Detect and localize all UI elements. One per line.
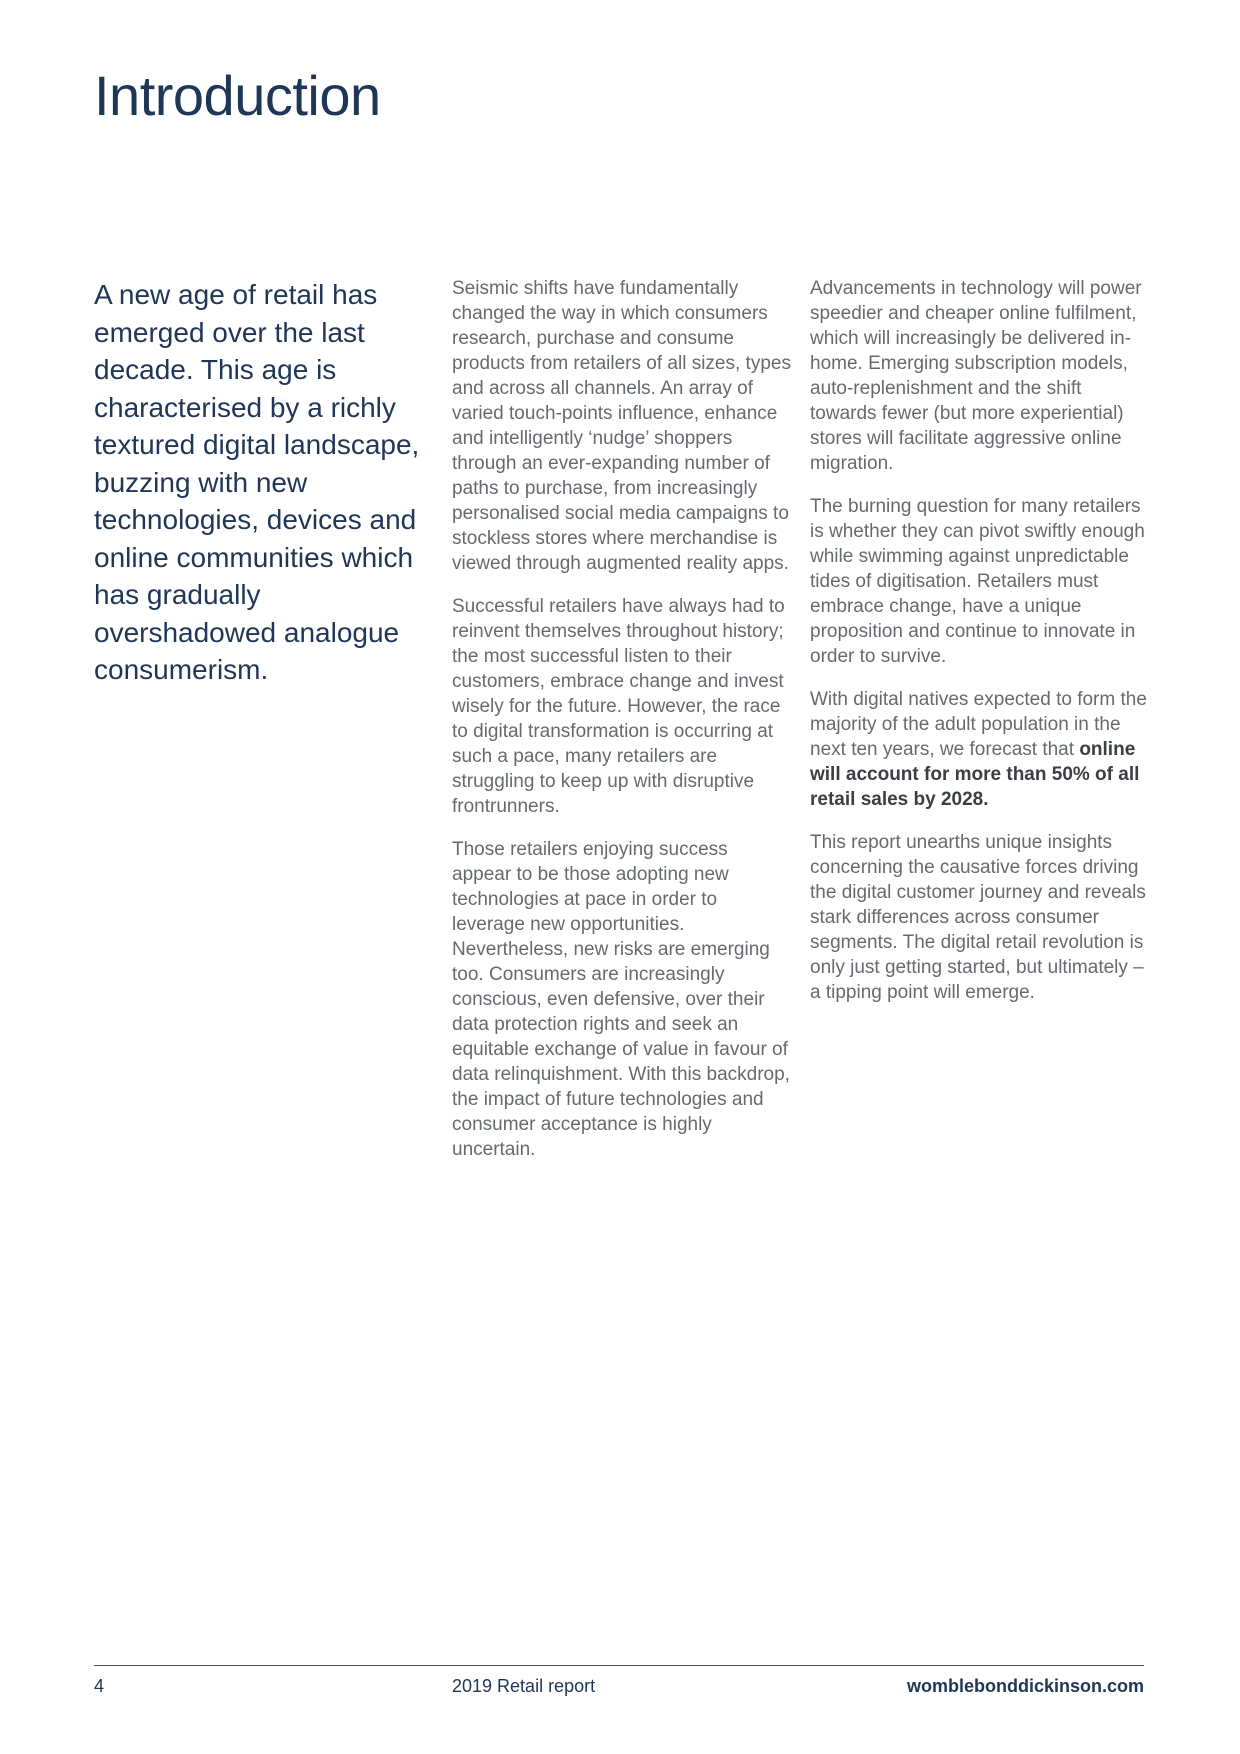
forecast-paragraph <box>810 687 1150 812</box>
forecast-lead-text: With digital natives expected to form the majority of the adult population in the next ten years, we forecast that <box>810 689 1147 760</box>
page-title: Introduction <box>94 64 381 127</box>
page-number: 4 <box>94 1676 105 1696</box>
body-paragraph: Successful retailers have always had to reinvent themselves throughout history; the most successful listen to their customers, embrace change and invest wisely for the future. However, the race to digital transformation is occurring at such a pace, many retailers are struggling to keep up with disruptive frontrunners. <box>452 596 785 817</box>
body-paragraph: Advancements in technology will power speedier and cheaper online fulfilment, which will increasingly be delivered in-home. Emerging subscription models, auto-replenishment and the shift towards fewer (but more experiential) stores will facilitate aggressive online migration. <box>810 278 1142 474</box>
website-link[interactable]: womblebonddickinson.com <box>906 1676 1144 1696</box>
body-paragraph: The burning question for many retailers is whether they can pivot swiftly enough while swimming against unpredictable tides of digitisation. Retailers must embrace change, have a unique proposition and continue to innovate in order to survive. <box>810 496 1145 667</box>
body-paragraph: This report unearths unique insights concerning the causative forces driving the digital customer journey and reveals stark differences across consumer segments. The digital retail revolution is only just getting started, but ultimately – a tipping point will emerge. <box>810 832 1146 1003</box>
body-paragraph: Seismic shifts have fundamentally changed the way in which consumers research, purchase and consume products from retailers of all sizes, types and across all channels. An array of varied touch-points influence, enhance and intelligently ‘nudge’ shoppers through an ever-expanding number of paths to purchase, from increasingly personalised social media campaigns to stockless stores where merchandise is viewed through augmented reality apps. <box>452 278 791 574</box>
body-column-middle <box>452 276 792 1180</box>
body-paragraph: Those retailers enjoying success appear to be those adopting new technologies at pace in order to leverage new opportunities. Nevertheless, new risks are emerging too. Consumers are increasingly conscious, even defensive, over their data protection rights and seek an equitable exchange of value in favour of data relinquishment. With this backdrop, the impact of future technologies and consumer acceptance is highly uncertain. <box>452 839 790 1160</box>
intro-paragraph: A new age of retail has emerged over the last decade. This age is characterised by a richly textured digital landscape, buzzing with new technologies, devices and online communities which has gradually overshadowed analogue consumerism. <box>94 279 420 685</box>
forecast-highlight: online will account for more than 50% of all retail sales by 2028. <box>810 739 1140 810</box>
report-name: 2019 Retail report <box>452 1676 596 1696</box>
body-column-right <box>810 276 1150 1023</box>
footer-divider <box>94 1665 1144 1666</box>
